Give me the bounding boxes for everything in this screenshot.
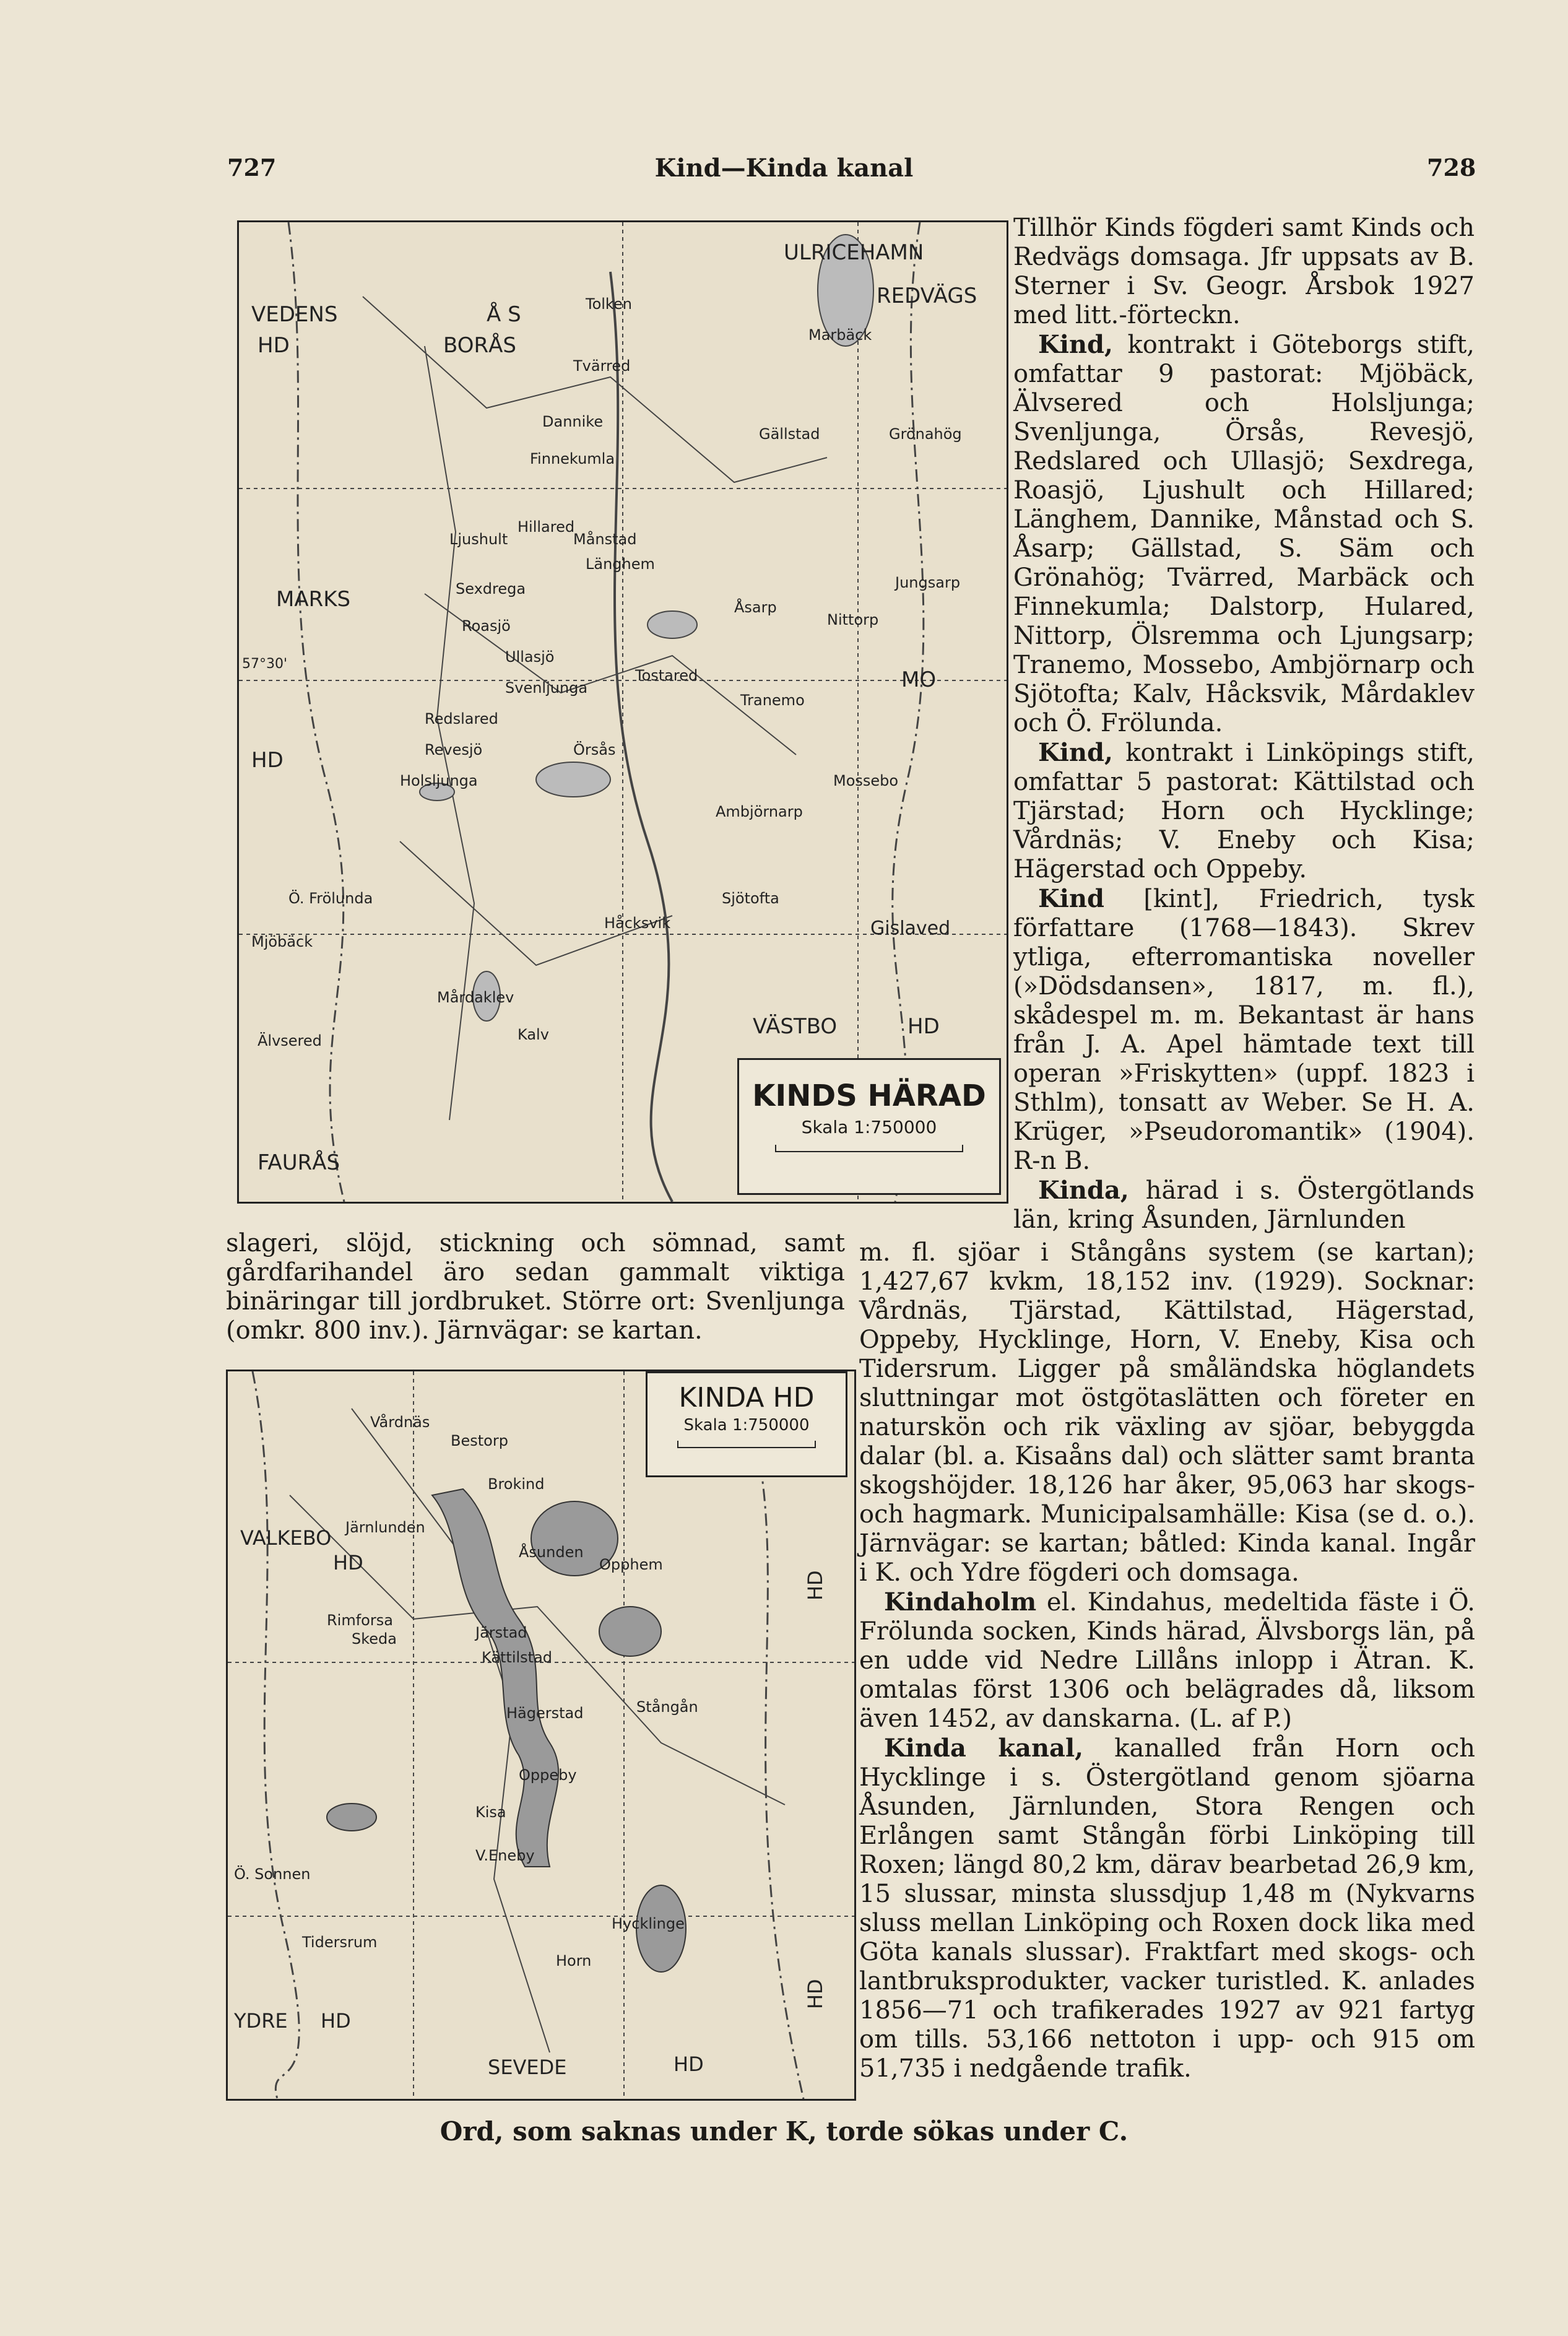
svg-text:Håcksvik: Håcksvik [604, 914, 671, 932]
kinds-harad-map-graphic [239, 222, 1007, 1202]
map1-label-vedens: VEDENS [251, 302, 338, 327]
svg-text:REDVÄGS: REDVÄGS [877, 284, 977, 308]
map2-legend [646, 1371, 847, 1477]
svg-text:V.Eneby: V.Eneby [475, 1847, 535, 1864]
entry-kinda-harad: Kinda, härad i s. Östergötlands län, kring Åsunden, Järnlunden [1013, 1176, 1475, 1234]
svg-text:Kättilstad: Kättilstad [482, 1649, 553, 1666]
svg-text:Dannike: Dannike [542, 413, 604, 430]
map1-title: KINDS HÄRAD [752, 1079, 986, 1113]
svg-text:HD: HD [251, 748, 284, 773]
svg-text:Järstad: Järstad [475, 1624, 527, 1641]
svg-text:Ljushult: Ljushult [449, 531, 508, 548]
svg-text:HD: HD [907, 1014, 940, 1039]
svg-text:Brokind: Brokind [488, 1475, 545, 1493]
map1-scale: Skala 1:750000 [801, 1117, 937, 1137]
svg-text:Ullasjö: Ullasjö [505, 648, 555, 666]
svg-text:BORÅS: BORÅS [443, 333, 516, 358]
map2-scale-bar [677, 1441, 816, 1448]
svg-text:Tranemo: Tranemo [740, 692, 805, 709]
svg-text:Tidersrum: Tidersrum [302, 1934, 378, 1951]
svg-text:Gislaved: Gislaved [870, 918, 951, 939]
svg-text:Hillared: Hillared [518, 518, 575, 536]
svg-text:Länghem: Länghem [586, 555, 655, 573]
svg-text:Mossebo: Mossebo [833, 772, 899, 789]
svg-text:Finnekumla: Finnekumla [530, 450, 615, 467]
map2-scale: Skala 1:750000 [683, 1416, 810, 1435]
svg-text:Tostared: Tostared [635, 667, 698, 684]
svg-text:FAURÅS: FAURÅS [258, 1150, 340, 1175]
svg-text:Åsunden: Åsunden [519, 1544, 584, 1561]
svg-text:Rimforsa: Rimforsa [327, 1612, 393, 1629]
svg-text:Älvsered: Älvsered [258, 1032, 322, 1049]
map1-legend [737, 1058, 1001, 1195]
entry-kind-friedrich: Kind [kint], Friedrich, tysk författare (1768—1843). Skrev ytliga, efterromantiska noveller (»Dödsdansen», 1817, m. fl.), skådespel m. m. Bekantast är hans från J. A. Apel hämtade text till operan »Friskytten» (uppf. 1823 i Sthlm), tonsatt av Weber. Se H. A. Krüger, »Pseudoromantik» (1904). R-n B. [1013, 884, 1475, 1175]
svg-text:HD: HD [803, 1570, 827, 1600]
svg-text:Tolken: Tolken [586, 295, 632, 313]
svg-text:Revesjö: Revesjö [425, 741, 483, 758]
svg-text:Opphem: Opphem [599, 1556, 663, 1573]
svg-text:Å S: Å S [487, 302, 521, 327]
svg-text:YDRE: YDRE [234, 2009, 288, 2033]
svg-text:Ö. Frölunda: Ö. Frölunda [288, 890, 373, 907]
svg-text:Nittorp: Nittorp [827, 611, 879, 628]
svg-text:Månstad: Månstad [573, 531, 637, 548]
svg-text:VÄSTBO: VÄSTBO [753, 1014, 838, 1039]
svg-text:Mårdaklev: Mårdaklev [437, 989, 514, 1006]
svg-text:Hägerstad: Hägerstad [506, 1704, 584, 1722]
svg-text:Skeda: Skeda [352, 1630, 397, 1648]
svg-text:Gällstad: Gällstad [759, 425, 820, 443]
svg-text:HD: HD [803, 1979, 827, 2009]
svg-text:ULRICEHAMN: ULRICEHAMN [784, 240, 924, 265]
svg-text:Oppeby: Oppeby [519, 1766, 577, 1784]
svg-text:Örsås: Örsås [573, 741, 616, 758]
svg-text:Grönahög: Grönahög [889, 425, 962, 443]
svg-text:HD: HD [321, 2009, 351, 2033]
page-number-right: 728 [1427, 154, 1476, 181]
svg-text:Holsljunga: Holsljunga [400, 772, 478, 789]
svg-text:Tvärred: Tvärred [573, 357, 631, 375]
right-column-upper [1013, 214, 1475, 1235]
kinda-harad-map [226, 1370, 856, 2101]
entry-kind-goteborg: Kind, kontrakt i Göteborgs stift, omfattar 9 pastorat: Mjöbäck, Älvsered och Holsljunga; Svenljunga, Örsås, Revesjö, Redslared och Ullasjö; Sexdrega, Roasjö, Ljushult och Hillared; Länghem, Dannike, Månstad och S. Åsarp; Gällstad, S. Säm och Grönahög; Tvärred, Marbäck och Finnekumla; Dalstorp, Hulared, Nittorp, Ölsremma och Ljungsarp; Tranemo, Mossebo, Ambjörnarp och Sjötofta; Kalv, Håcksvik, Mårdaklev och Ö. Frölunda. [1013, 330, 1475, 737]
entry-kinda-harad-cont: m. fl. sjöar i Stångåns system (se kartan); 1,427,67 kvkm, 18,152 inv. (1929). Socknar: Vårdnäs, Tjärstad, Kättilstad, Hägerstad, Oppeby, Hycklinge, Horn, V. Eneby, Kisa och Tidersrum. Ligger på småländska höglandets sluttningar mot östgötaslätten och företer en naturskön och rik växling av sjöar, bebyggda dalar (bl. a. Kisaåns dal) och slätter samt branta skogshöjder. 18,126 har åker, 95,063 har skogs- och hagmark. Municipalsamhälle: Kisa (se d. o.). Järnvägar: se kartan; båtled: Kinda kanal. Ingår i K. och Ydre fögderi och domsaga. [859, 1238, 1475, 1587]
svg-text:Horn: Horn [556, 1952, 592, 1969]
entry-kinda-kanal: Kinda kanal, kanalled från Horn och Hycklinge i s. Östergötland genom sjöarna Åsunden, Järnlunden, Stora Rengen och Erlången samt Stångån förbi Linköping till Roxen; längd 80,2 km, därav bearbetad 26,9 km, 15 slussar, minsta slussdjup 1,48 m (Nykvarns sluss mellan Linköping och Roxen dock lika med Göta kanals slussar). Fraktfart med skogs- och lantbruksprodukter, vacker turistled. K. anlades 1856—71 och trafikerades 1927 av 921 fartyg om tills. 53,166 nettoton i upp- och 915 om 51,735 i nedgående trafik. [859, 1734, 1475, 2083]
svg-text:MO: MO [901, 667, 937, 692]
svg-text:Mjöbäck: Mjöbäck [251, 933, 313, 950]
left-text-block: slageri, slöjd, stickning och sömnad, samt gårdfarihandel äro sedan gammalt viktiga binäringar till jordbruket. Större ort: Svenljunga (omkr. 800 inv.). Järnvägar: se kartan. [226, 1229, 845, 1345]
entry-kinds-harad-cont: Tillhör Kinds fögderi samt Kinds och Redvägs domsaga. Jfr uppsats av B. Sterner i Sv. Geogr. Årsbok 1927 med litt.-förteckn. [1013, 214, 1475, 329]
svg-text:HD: HD [333, 1551, 363, 1574]
page-number-left: 727 [227, 154, 277, 181]
right-column-lower [859, 1238, 1475, 2083]
svg-text:Stångån: Stångån [636, 1698, 698, 1716]
svg-text:Roasjö: Roasjö [462, 617, 511, 635]
entry-kind-linkoping: Kind, kontrakt i Linköpings stift, omfattar 5 pastorat: Kättilstad och Tjärstad; Horn och Hycklinge; Vårdnäs; V. Eneby och Kisa; Hägerstad och Oppeby. [1013, 738, 1475, 884]
kinda-harad-map-graphic [228, 1371, 854, 2099]
svg-text:Svenljunga: Svenljunga [505, 679, 588, 697]
kinds-harad-map [237, 220, 1008, 1204]
svg-text:Järnlunden: Järnlunden [345, 1519, 425, 1536]
footer-note: Ord, som saknas under K, torde sökas under C. [440, 2116, 1128, 2147]
page-title: Kind—Kinda kanal [654, 154, 914, 183]
svg-text:Kisa: Kisa [475, 1804, 506, 1821]
svg-text:Marbäck: Marbäck [808, 326, 872, 344]
svg-text:Kalv: Kalv [518, 1026, 549, 1043]
map2-title: KINDA HD [678, 1382, 815, 1413]
svg-text:HD: HD [258, 333, 290, 358]
map1-scale-bar [775, 1145, 963, 1152]
svg-text:Bestorp: Bestorp [451, 1432, 508, 1449]
svg-text:Åsarp: Åsarp [734, 599, 777, 616]
svg-text:HD: HD [674, 2052, 704, 2076]
svg-text:Hycklinge: Hycklinge [612, 1915, 685, 1932]
svg-text:VALKEBO: VALKEBO [240, 1526, 332, 1550]
svg-text:MARKS: MARKS [276, 587, 351, 612]
svg-text:Vårdnäs: Vårdnäs [370, 1413, 430, 1431]
svg-text:Redslared: Redslared [425, 710, 498, 727]
svg-text:Ambjörnarp: Ambjörnarp [716, 803, 803, 820]
svg-text:Ö. Sonnen: Ö. Sonnen [234, 1865, 311, 1883]
svg-text:57°30': 57°30' [242, 656, 288, 672]
svg-text:Sjötofta: Sjötofta [722, 890, 779, 907]
entry-kindaholm: Kindaholm el. Kindahus, medeltida fäste i Ö. Frölunda socken, Kinds härad, Älvsborgs län, på en udde vid Nedre Lillåns inlopp i Ätran. K. omtalas först 1306 och belägrades då, liksom även 1452, av danskarna. (L. af P.) [859, 1587, 1475, 1733]
svg-text:SEVEDE: SEVEDE [488, 2056, 567, 2079]
svg-text:Sexdrega: Sexdrega [456, 580, 526, 597]
svg-text:Jungsarp: Jungsarp [895, 574, 961, 591]
